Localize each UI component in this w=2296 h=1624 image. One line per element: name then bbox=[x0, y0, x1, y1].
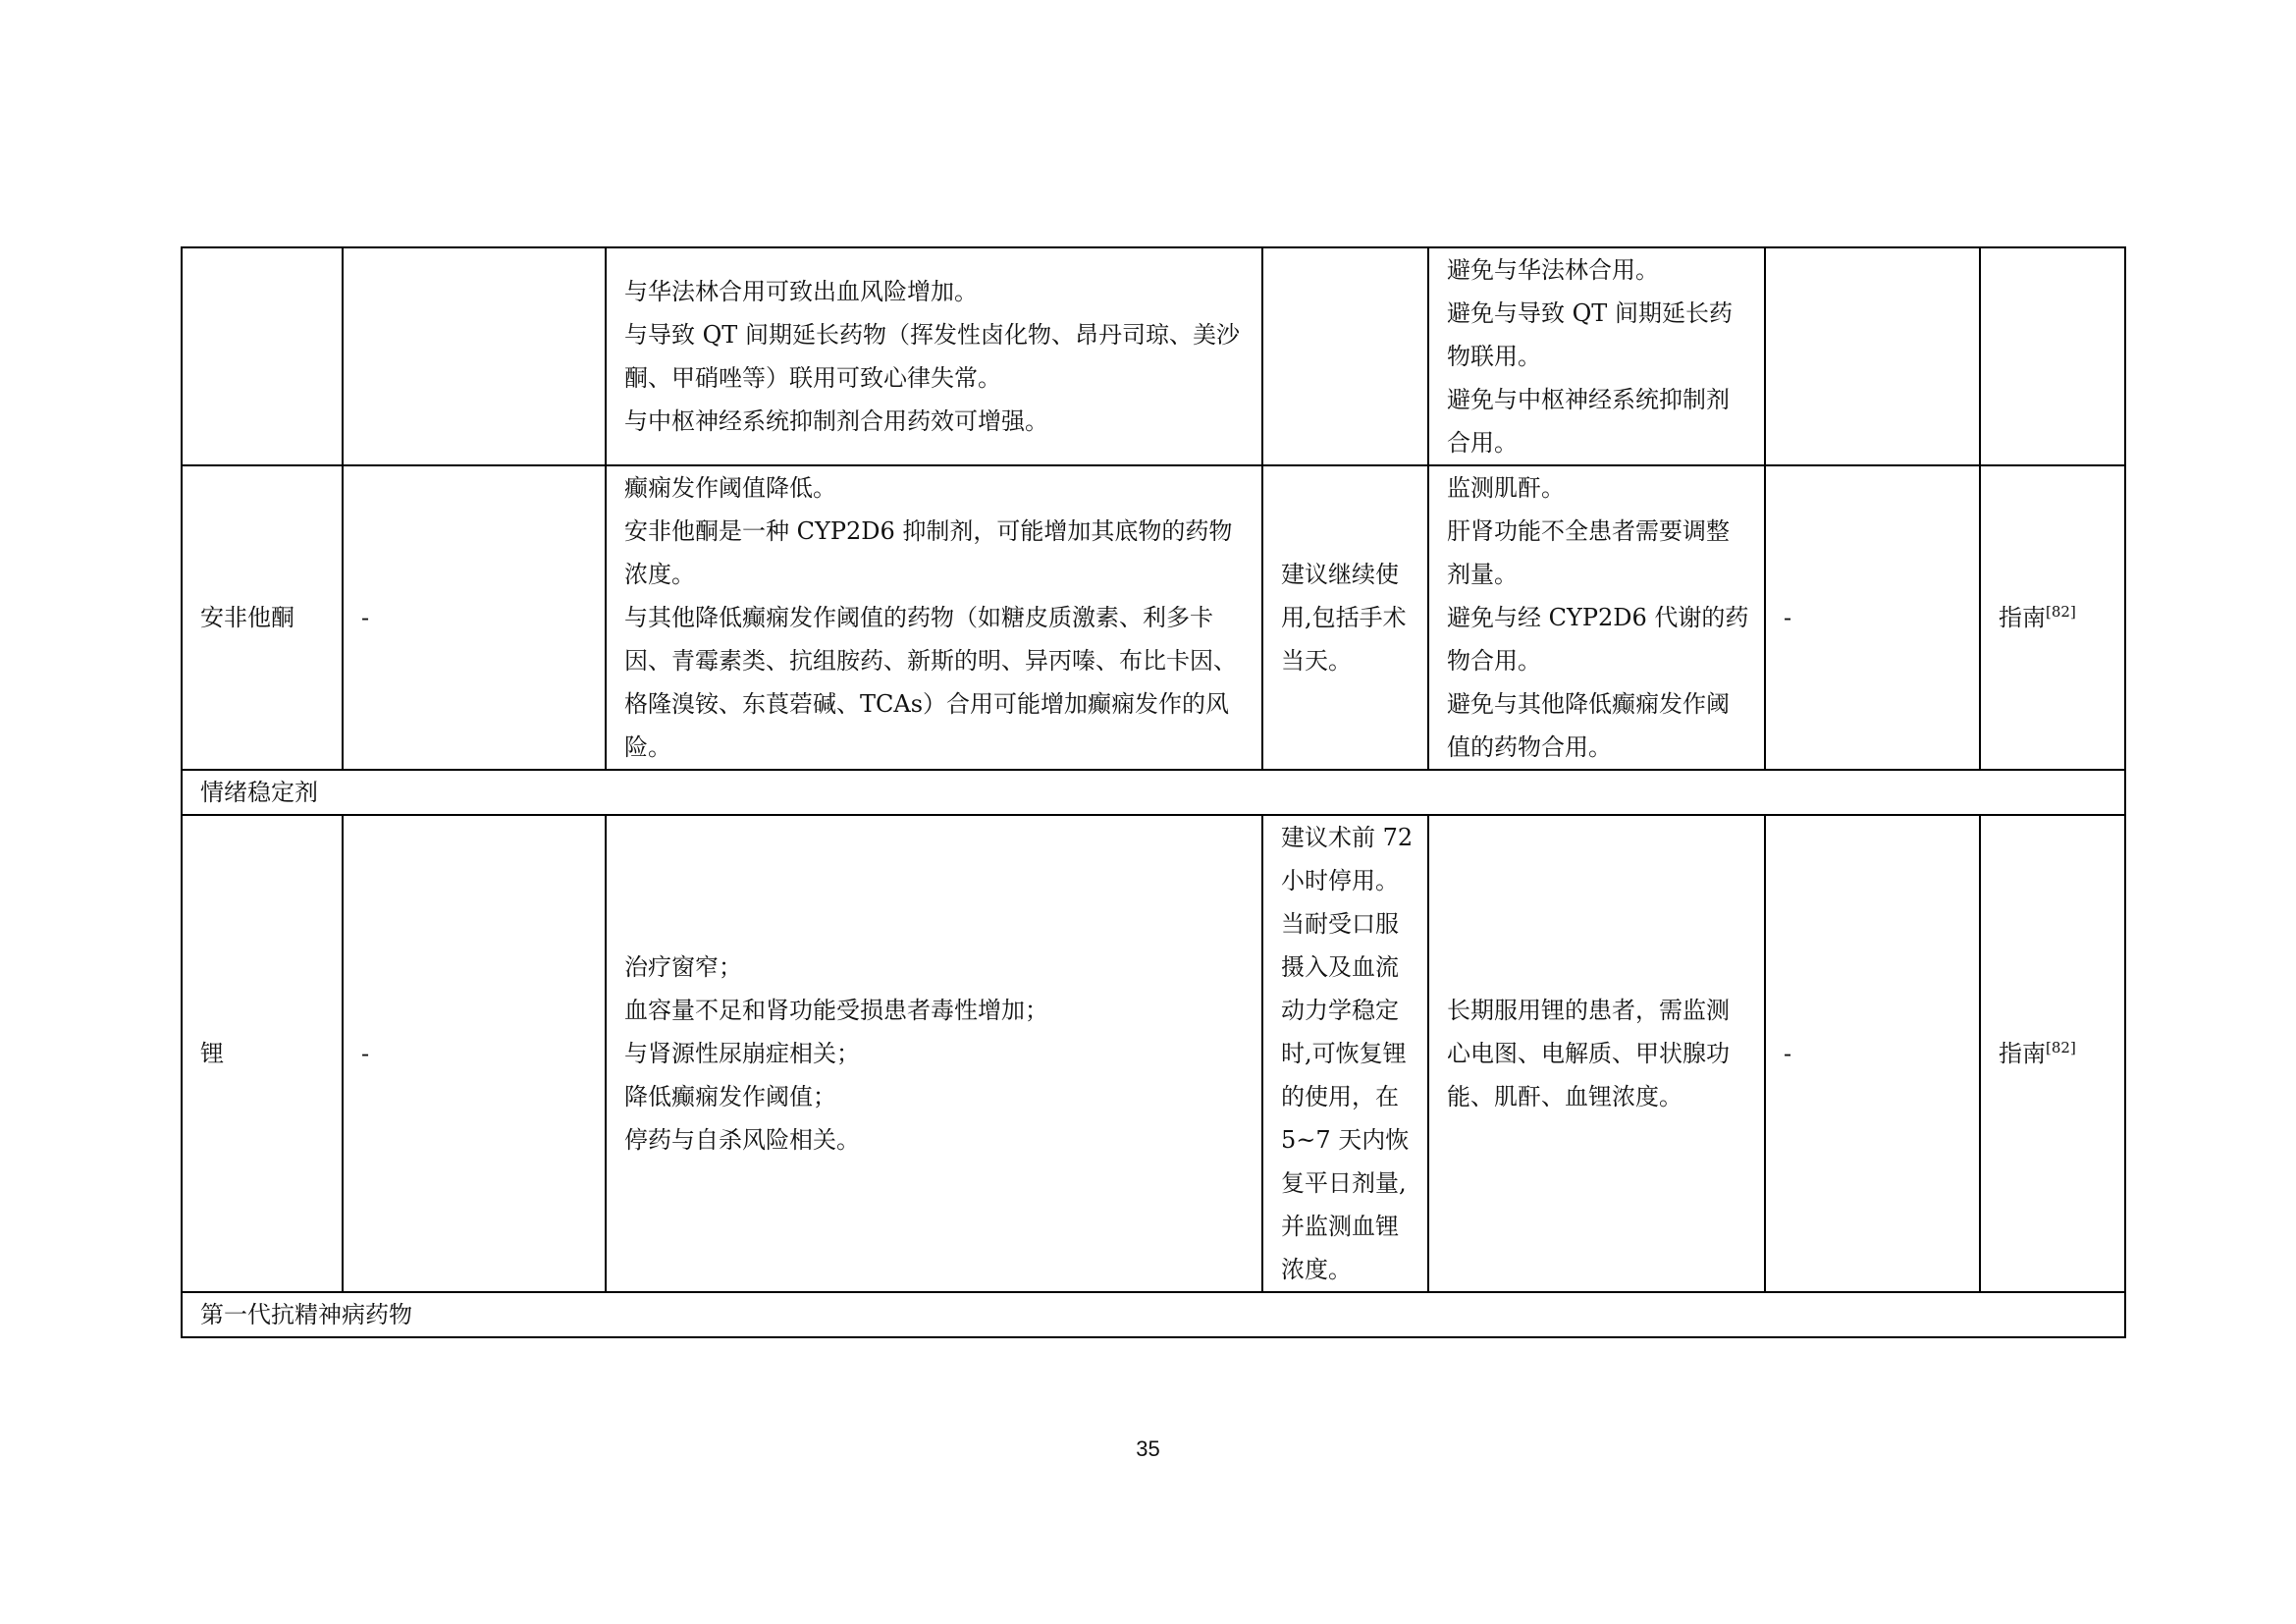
recommendation-line: 建议术前 72 bbox=[1281, 824, 1414, 851]
source-reference: [82] bbox=[2046, 603, 2076, 621]
effects-line: 与中枢神经系统抑制剂合用药效可增强。 bbox=[624, 407, 1048, 435]
effects-line: 停药与自杀风险相关。 bbox=[624, 1126, 860, 1154]
drug-name-cell bbox=[182, 247, 343, 465]
recommendation-line: 摄入及血流 bbox=[1281, 953, 1399, 981]
management-line: 避免与导致 QT 间期延长药 bbox=[1447, 299, 1733, 327]
effects-line: 与华法林合用可致出血风险增加。 bbox=[624, 278, 978, 305]
source-text: 指南 bbox=[1999, 604, 2046, 631]
column-2-cell: - bbox=[343, 815, 606, 1292]
recommendation-line: 当天。 bbox=[1281, 647, 1352, 675]
source-text: 指南 bbox=[1999, 1040, 2046, 1067]
effects-line: 治疗窗窄； bbox=[624, 953, 742, 981]
column-2-cell: - bbox=[343, 465, 606, 770]
source-cell bbox=[1980, 465, 2125, 770]
recommendation-line: 小时停用。 bbox=[1281, 867, 1399, 894]
recommendation-line: 5~7 天内恢 bbox=[1281, 1126, 1410, 1154]
management-line: 能、肌酐、血锂浓度。 bbox=[1447, 1083, 1682, 1110]
management-line: 避免与其他降低癫痫发作阈 bbox=[1447, 690, 1730, 718]
recommendation-line: 时,可恢复锂 bbox=[1281, 1040, 1407, 1067]
recommendation-cell bbox=[1262, 247, 1428, 465]
management-line: 避免与经 CYP2D6 代谢的药 bbox=[1447, 604, 1749, 631]
page-number: 35 bbox=[1136, 1436, 1160, 1461]
management-cell bbox=[1428, 815, 1765, 1292]
management-line: 避免与中枢神经系统抑制剂 bbox=[1447, 386, 1730, 413]
column-6-cell bbox=[1765, 247, 1980, 465]
effects-cell bbox=[606, 465, 1262, 770]
management-cell bbox=[1428, 465, 1765, 770]
management-line: 剂量。 bbox=[1447, 561, 1518, 588]
effects-line: 酮、甲硝唑等）联用可致心律失常。 bbox=[624, 364, 1001, 392]
drug-name-cell: 锂 bbox=[182, 815, 343, 1292]
source-cell bbox=[1980, 247, 2125, 465]
effects-line: 降低癫痫发作阈值； bbox=[624, 1083, 836, 1110]
section-heading: 情绪稳定剂 bbox=[182, 770, 2125, 815]
management-line: 合用。 bbox=[1447, 429, 1518, 457]
effects-line: 因、青霉素类、抗组胺药、新斯的明、异丙嗪、布比卡因、 bbox=[624, 647, 1237, 675]
management-line: 值的药物合用。 bbox=[1447, 733, 1612, 761]
recommendation-line: 浓度。 bbox=[1281, 1256, 1352, 1283]
source-cell bbox=[1980, 815, 2125, 1292]
drug-interaction-table bbox=[181, 246, 2126, 1338]
recommendation-line: 的使用，在 bbox=[1281, 1083, 1399, 1110]
column-2-cell bbox=[343, 247, 606, 465]
column-6-cell: - bbox=[1765, 815, 1980, 1292]
management-line: 心电图、电解质、甲状腺功 bbox=[1447, 1040, 1730, 1067]
management-line: 监测肌酐。 bbox=[1447, 474, 1565, 502]
section-heading: 第一代抗精神病药物 bbox=[182, 1292, 2125, 1337]
effects-line: 与其他降低癫痫发作阈值的药物（如糖皮质激素、利多卡 bbox=[624, 604, 1213, 631]
section-row bbox=[182, 1292, 2125, 1337]
effects-line: 浓度。 bbox=[624, 561, 695, 588]
recommendation-line: 建议继续使 bbox=[1281, 561, 1399, 588]
recommendation-line: 动力学稳定 bbox=[1281, 997, 1399, 1024]
management-line: 避免与华法林合用。 bbox=[1447, 256, 1659, 284]
recommendation-cell bbox=[1262, 815, 1428, 1292]
source-reference: [82] bbox=[2046, 1039, 2076, 1056]
effects-line: 与导致 QT 间期延长药物（挥发性卤化物、昂丹司琼、美沙 bbox=[624, 321, 1240, 349]
table-row bbox=[182, 465, 2125, 770]
recommendation-line: 并监测血锂 bbox=[1281, 1213, 1399, 1240]
section-row bbox=[182, 770, 2125, 815]
column-6-cell: - bbox=[1765, 465, 1980, 770]
recommendation-line: 当耐受口服 bbox=[1281, 910, 1399, 938]
effects-cell bbox=[606, 815, 1262, 1292]
recommendation-line: 复平日剂量, bbox=[1281, 1169, 1407, 1197]
management-line: 肝肾功能不全患者需要调整 bbox=[1447, 517, 1730, 545]
management-line: 物合用。 bbox=[1447, 647, 1541, 675]
recommendation-cell bbox=[1262, 465, 1428, 770]
effects-cell bbox=[606, 247, 1262, 465]
effects-line: 与肾源性尿崩症相关； bbox=[624, 1040, 860, 1067]
management-line: 物联用。 bbox=[1447, 343, 1541, 370]
effects-line: 癫痫发作阈值降低。 bbox=[624, 474, 836, 502]
effects-line: 安非他酮是一种 CYP2D6 抑制剂，可能增加其底物的药物 bbox=[624, 517, 1233, 545]
table-row bbox=[182, 815, 2125, 1292]
management-line: 长期服用锂的患者，需监测 bbox=[1447, 997, 1730, 1024]
recommendation-line: 用,包括手术 bbox=[1281, 604, 1407, 631]
effects-line: 格隆溴铵、东莨菪碱、TCAs）合用可能增加癫痫发作的风 bbox=[624, 690, 1230, 718]
drug-name-cell: 安非他酮 bbox=[182, 465, 343, 770]
management-cell bbox=[1428, 247, 1765, 465]
effects-line: 血容量不足和肾功能受损患者毒性增加； bbox=[624, 997, 1048, 1024]
table-row bbox=[182, 247, 2125, 465]
effects-line: 险。 bbox=[624, 733, 671, 761]
